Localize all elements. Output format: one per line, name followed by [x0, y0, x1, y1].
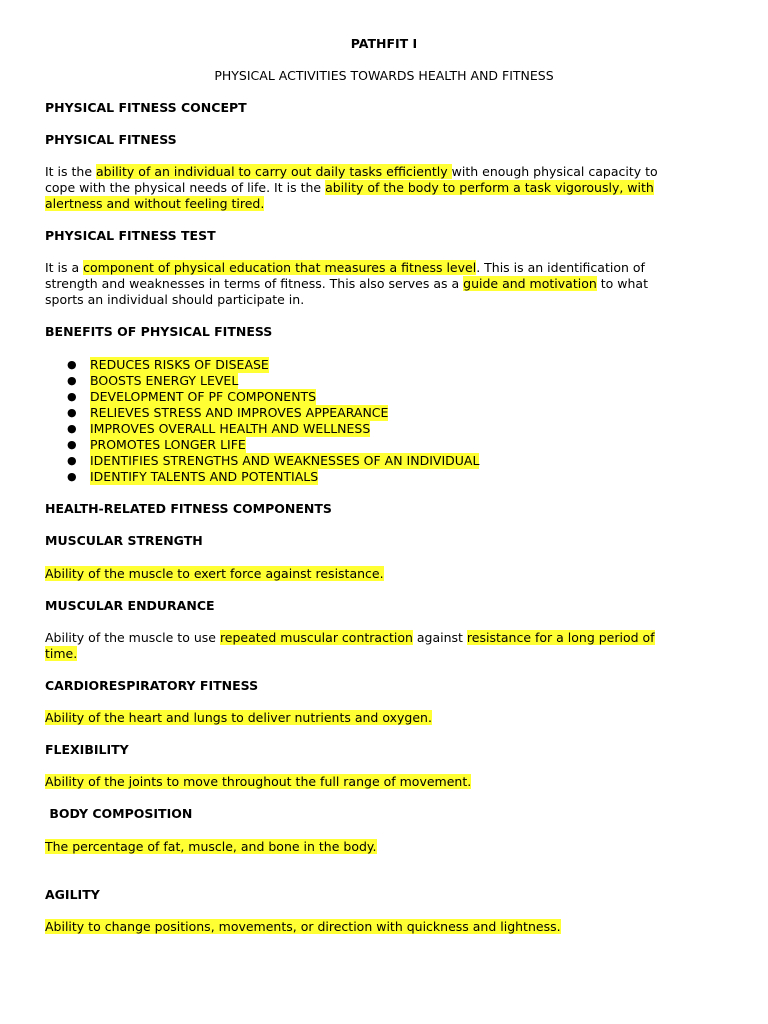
heading-pf-test: PHYSICAL FITNESS TEST [45, 228, 216, 243]
text: It is a [45, 260, 84, 275]
cardiorespiratory-definition [45, 710, 432, 726]
pft-definition-line-3: sports an individual should participate in. [45, 292, 305, 307]
heading-flexibility: FLEXIBILITY [45, 742, 129, 757]
bullet-icon: ● [67, 438, 77, 451]
highlight: alertness and without feeling tired. [45, 196, 265, 211]
highlight: Ability of the joints to move throughout the full range of movement. [45, 774, 472, 789]
text: against [412, 630, 467, 645]
bullet-icon: ● [67, 374, 77, 387]
text: . This is an identification of [476, 260, 645, 275]
heading-body-composition: BODY COMPOSITION [45, 806, 193, 821]
flexibility-definition [45, 774, 471, 790]
text: cope with the physical needs of life. It is the [45, 180, 326, 195]
highlight: guide and motivation [463, 276, 597, 291]
heading-cardiorespiratory: CARDIORESPIRATORY FITNESS [45, 678, 259, 693]
heading-agility: AGILITY [45, 887, 100, 902]
document-title: PATHFIT I [350, 36, 418, 51]
section-heading-pf-concept: PHYSICAL FITNESS CONCEPT [45, 100, 247, 115]
benefit-item: BOOSTS ENERGY LEVEL [90, 373, 239, 388]
benefit-item: REDUCES RISKS OF DISEASE [90, 357, 269, 372]
highlight: Ability to change positions, movements, or direction with quickness and lightness. [45, 919, 561, 934]
bullet-icon: ● [67, 422, 77, 435]
benefit-item: RELIEVES STRESS AND IMPROVES APPEARANCE [90, 405, 389, 420]
pft-definition-line-2 [45, 276, 648, 292]
heading-physical-fitness: PHYSICAL FITNESS [45, 132, 177, 147]
bullet-icon: ● [67, 390, 77, 403]
highlight: ability of an individual to carry out daily tasks efficiently [96, 164, 452, 179]
muscular-endurance-definition-line-1 [45, 630, 655, 646]
agility-definition [45, 919, 561, 935]
highlight: repeated muscular contraction [219, 630, 413, 645]
pf-definition-line-3 [45, 196, 264, 212]
bullet-icon: ● [67, 454, 77, 467]
bullet-icon: ● [67, 358, 77, 371]
highlight: component of physical education that measures a fitness level [83, 260, 477, 275]
muscular-endurance-definition-line-2 [45, 646, 77, 662]
highlight: ability of the body to perform a task vigorously, with [325, 180, 654, 195]
highlight: Ability of the muscle to exert force against resistance. [45, 566, 384, 581]
benefit-item: PROMOTES LONGER LIFE [90, 437, 246, 452]
text: to what [596, 276, 648, 291]
bullet-icon: ● [67, 470, 77, 483]
highlight: resistance for a long period of [466, 630, 655, 645]
pft-definition-line-1 [45, 260, 645, 276]
text: strength and weaknesses in terms of fitness. This also serves as a [45, 276, 464, 291]
benefit-item: IMPROVES OVERALL HEALTH AND WELLNESS [90, 421, 371, 436]
text: It is the [45, 164, 97, 179]
heading-benefits: BENEFITS OF PHYSICAL FITNESS [45, 324, 273, 339]
highlight: time. [45, 646, 78, 661]
benefit-item: IDENTIFIES STRENGTHS AND WEAKNESSES OF AN INDIVIDUAL [90, 453, 480, 468]
document-subtitle: PHYSICAL ACTIVITIES TOWARDS HEALTH AND FITNESS [214, 68, 554, 83]
muscular-strength-definition [45, 566, 384, 582]
highlight: Ability of the heart and lungs to deliver nutrients and oxygen. [45, 710, 432, 725]
pf-definition-line-1 [45, 164, 658, 180]
heading-health-related-components: HEALTH-RELATED FITNESS COMPONENTS [45, 501, 332, 516]
benefit-item: DEVELOPMENT OF PF COMPONENTS [90, 389, 317, 404]
bullet-icon: ● [67, 406, 77, 419]
benefit-item: IDENTIFY TALENTS AND POTENTIALS [90, 469, 319, 484]
text: Ability of the muscle to use [45, 630, 220, 645]
pf-definition-line-2 [45, 180, 654, 196]
heading-muscular-strength: MUSCULAR STRENGTH [45, 533, 203, 548]
text: with enough physical capacity to [451, 164, 658, 179]
highlight: The percentage of fat, muscle, and bone in the body. [45, 839, 377, 854]
heading-muscular-endurance: MUSCULAR ENDURANCE [45, 598, 215, 613]
body-composition-definition [45, 839, 377, 855]
